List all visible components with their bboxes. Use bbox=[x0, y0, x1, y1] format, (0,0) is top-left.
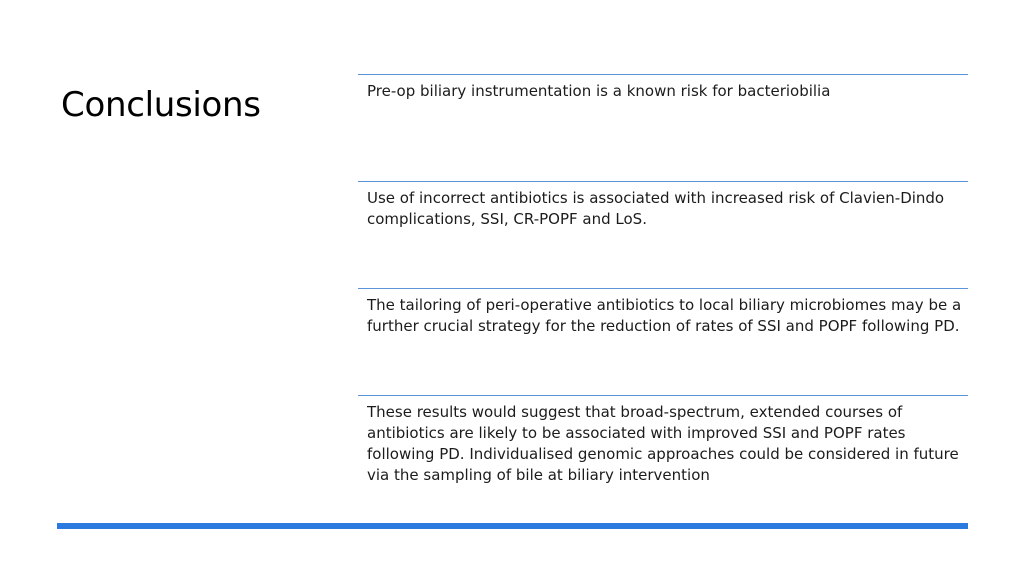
conclusion-item bbox=[358, 395, 968, 502]
conclusion-text: The tailoring of peri-operative antibiotics to local biliary microbiomes may be a further crucial strategy for the reduction of rates of SSI and POPF following PD. bbox=[367, 296, 962, 335]
conclusion-text: Use of incorrect antibiotics is associated with increased risk of Clavien-Dindo complications, SSI, CR-POPF and LoS. bbox=[367, 189, 945, 228]
conclusion-list bbox=[358, 74, 968, 504]
conclusion-text: These results would suggest that broad-spectrum, extended courses of antibiotics are likely to be associated with improved SSI and POPF rates following PD. Individualised genomic approaches could be considered in future via the sampling of bile at biliary intervention bbox=[367, 403, 959, 484]
conclusion-item bbox=[358, 181, 968, 288]
conclusion-text: Pre-op biliary instrumentation is a known risk for bacteriobilia bbox=[367, 82, 831, 100]
conclusion-item bbox=[358, 288, 968, 395]
conclusion-item bbox=[358, 74, 968, 181]
slide-title: Conclusions bbox=[61, 85, 261, 125]
footer-accent-bar bbox=[57, 523, 968, 529]
